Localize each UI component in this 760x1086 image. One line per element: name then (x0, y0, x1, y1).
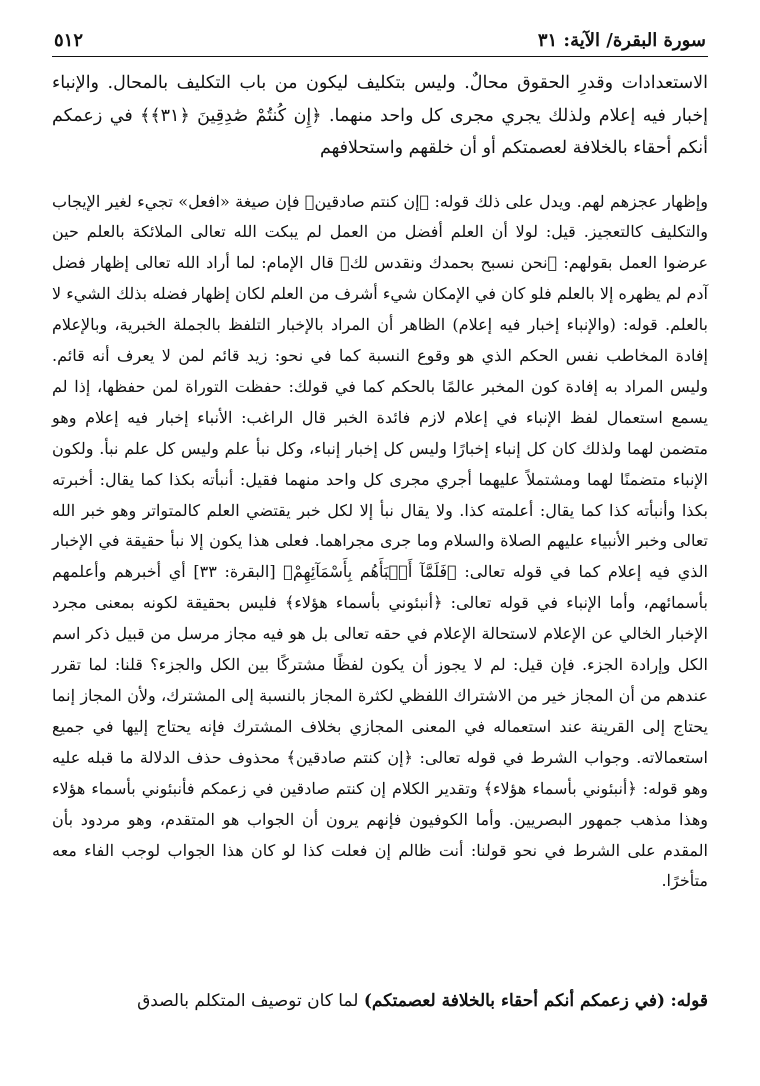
surah-ayah-title: سورة البقرة/ الآية: ٣١ (537, 30, 706, 51)
bottom-label: قوله: (670, 991, 708, 1011)
tafsir-text: الاستعدادات وقدرِ الحقوق محالٌ. وليس بتكليف ليكون من باب التكليف بالمحال. والإنباء إخبار فيه إعلام ولذلك يجري مجرى كل واحد منهما. ﴿إِن كُنتُمْ صَٰدِقِينَ ﴿٣١﴾﴾ في زعمكم أنكم أحقاء بالخلافة لعصمتكم أو أن خلقهم واستحلافهم (52, 73, 709, 158)
section-gap (52, 165, 708, 187)
header-rule (52, 56, 708, 57)
bottom-line (52, 986, 708, 1016)
page-number: ٥١٢ (54, 30, 84, 51)
running-header (52, 30, 708, 56)
page (52, 30, 708, 897)
bottom-quote: (في زعمكم أنكم أحقاء بالخلافة لعصمتكم) (363, 991, 666, 1011)
bottom-rest: لما كان توصيف المتكلم بالصدق (137, 991, 359, 1011)
hashiya-text: وإظهار عجزهم لهم. ويدل على ذلك قوله: ﴿إن كنتم صادقين﴾ فإن صيغة «افعل» تجيء لغير الإيجاب والتكليف كالتعجيز. قيل: لولا أن العلم أفضل من العمل لم يبكت الله تعالى الملائكة بالعلم حين عرضوا العمل بقولهم: ﴿نحن نسبح بحمدك ونقدس لك﴾ قال الإمام: لما أراد الله تعالى إظهار فضل آدم لم يظهره إلا بالعلم فلو كان في الإمكان شيء أشرف من العلم لكان إظهار فضله بذلك الشيء لا بالعلم. قوله: (والإنباء إخبار فيه إعلام) الظاهر أن المراد بالإخبار التلفظ بالجملة الخبرية، وبالإعلام إفادة المخاطب نفس الحكم الذي هو وقوع النسبة كما في نحو: زيد قائم لمن لا يعرف أنه قائم. وليس المراد به إفادة كون المخبر عالمًا بالحكم كما في قولك: حفظت التوراة لمن حفظها، إذا لم يسمع استعمال لفظ الإنباء في إعلام لازم فائدة الخبر قال الراغب: الأنباء إخبار فيه إعلام وهو متضمن لهما ولذلك كان كل إنباء إخبارًا وليس كل إخبار إنباء، وكل نبأ علم وليس كل علم نبأ. ولكون الإنباء متضمنًا لهما ومشتملاً عليهما أجري مجرى كل واحد منهما فقيل: أنبأته بكذا كما يقال: أخبرته بكذا وأنبأته كذا كما يقال: أعلمته كذا. ولا يقال نبأ إلا لكل خبر يقتضي العلم كالمتواتر وهو خبر الله تعالى وخبر الأنبياء عليهم الصلاة والسلام وما جرى مجراهما. فعلى هذا يكون إلا نبأ حقيقة في الإخبار الذي فيه إعلام كما في قوله تعالى: ﴿فَلَمَّآ أَنۢبَأَهُم بِأَسْمَآئِهِمْ﴾ [البقرة: ٣٣] أي أخبرهم وأعلمهم بأسمائهم، وأما الإنباء في قوله تعالى: ﴿أنبئوني بأسماء هؤلاء﴾ فليس بحقيقة لكونه بمعنى مجرد الإخبار الخالي عن الإعلام لاستحالة الإعلام في حقه تعالى بل هو فيه مجاز مرسل من قبيل ذكر اسم الكل وإرادة الجزء. فإن قيل: لم لا يجوز أن يكون لفظًا مشتركًا بين الكل والجزء؟ قلنا: لما تقرر عندهم من أن المجاز خير من الاشتراك اللفظي لكثرة المجاز بالنسبة إلى المشترك، ولأن المجاز إنما يحتاج إلى القرينة عند استعماله في المعنى المجازي بخلاف المشترك فإنه يحتاج إليها في جميع استعمالاته. وجواب الشرط في قوله تعالى: ﴿إن كنتم صادقين﴾ محذوف حذف الدلالة ما قبله عليه وهو قوله: ﴿أنبئوني بأسماء هؤلاء﴾ وتقدير الكلام إن كنتم صادقين في زعمكم فأنبئوني بأسماء هؤلاء وهذا مذهب جمهور البصريين. وأما الكوفيون فإنهم يرون أن الجواب هو المتقدم، وهو مردود بأن المقدم على الشرط في نحو قولنا: أنت ظالم إن فعلت كذا لو كان هذا الجواب لوجب الفاء معه متأخرًا. (52, 191, 709, 891)
